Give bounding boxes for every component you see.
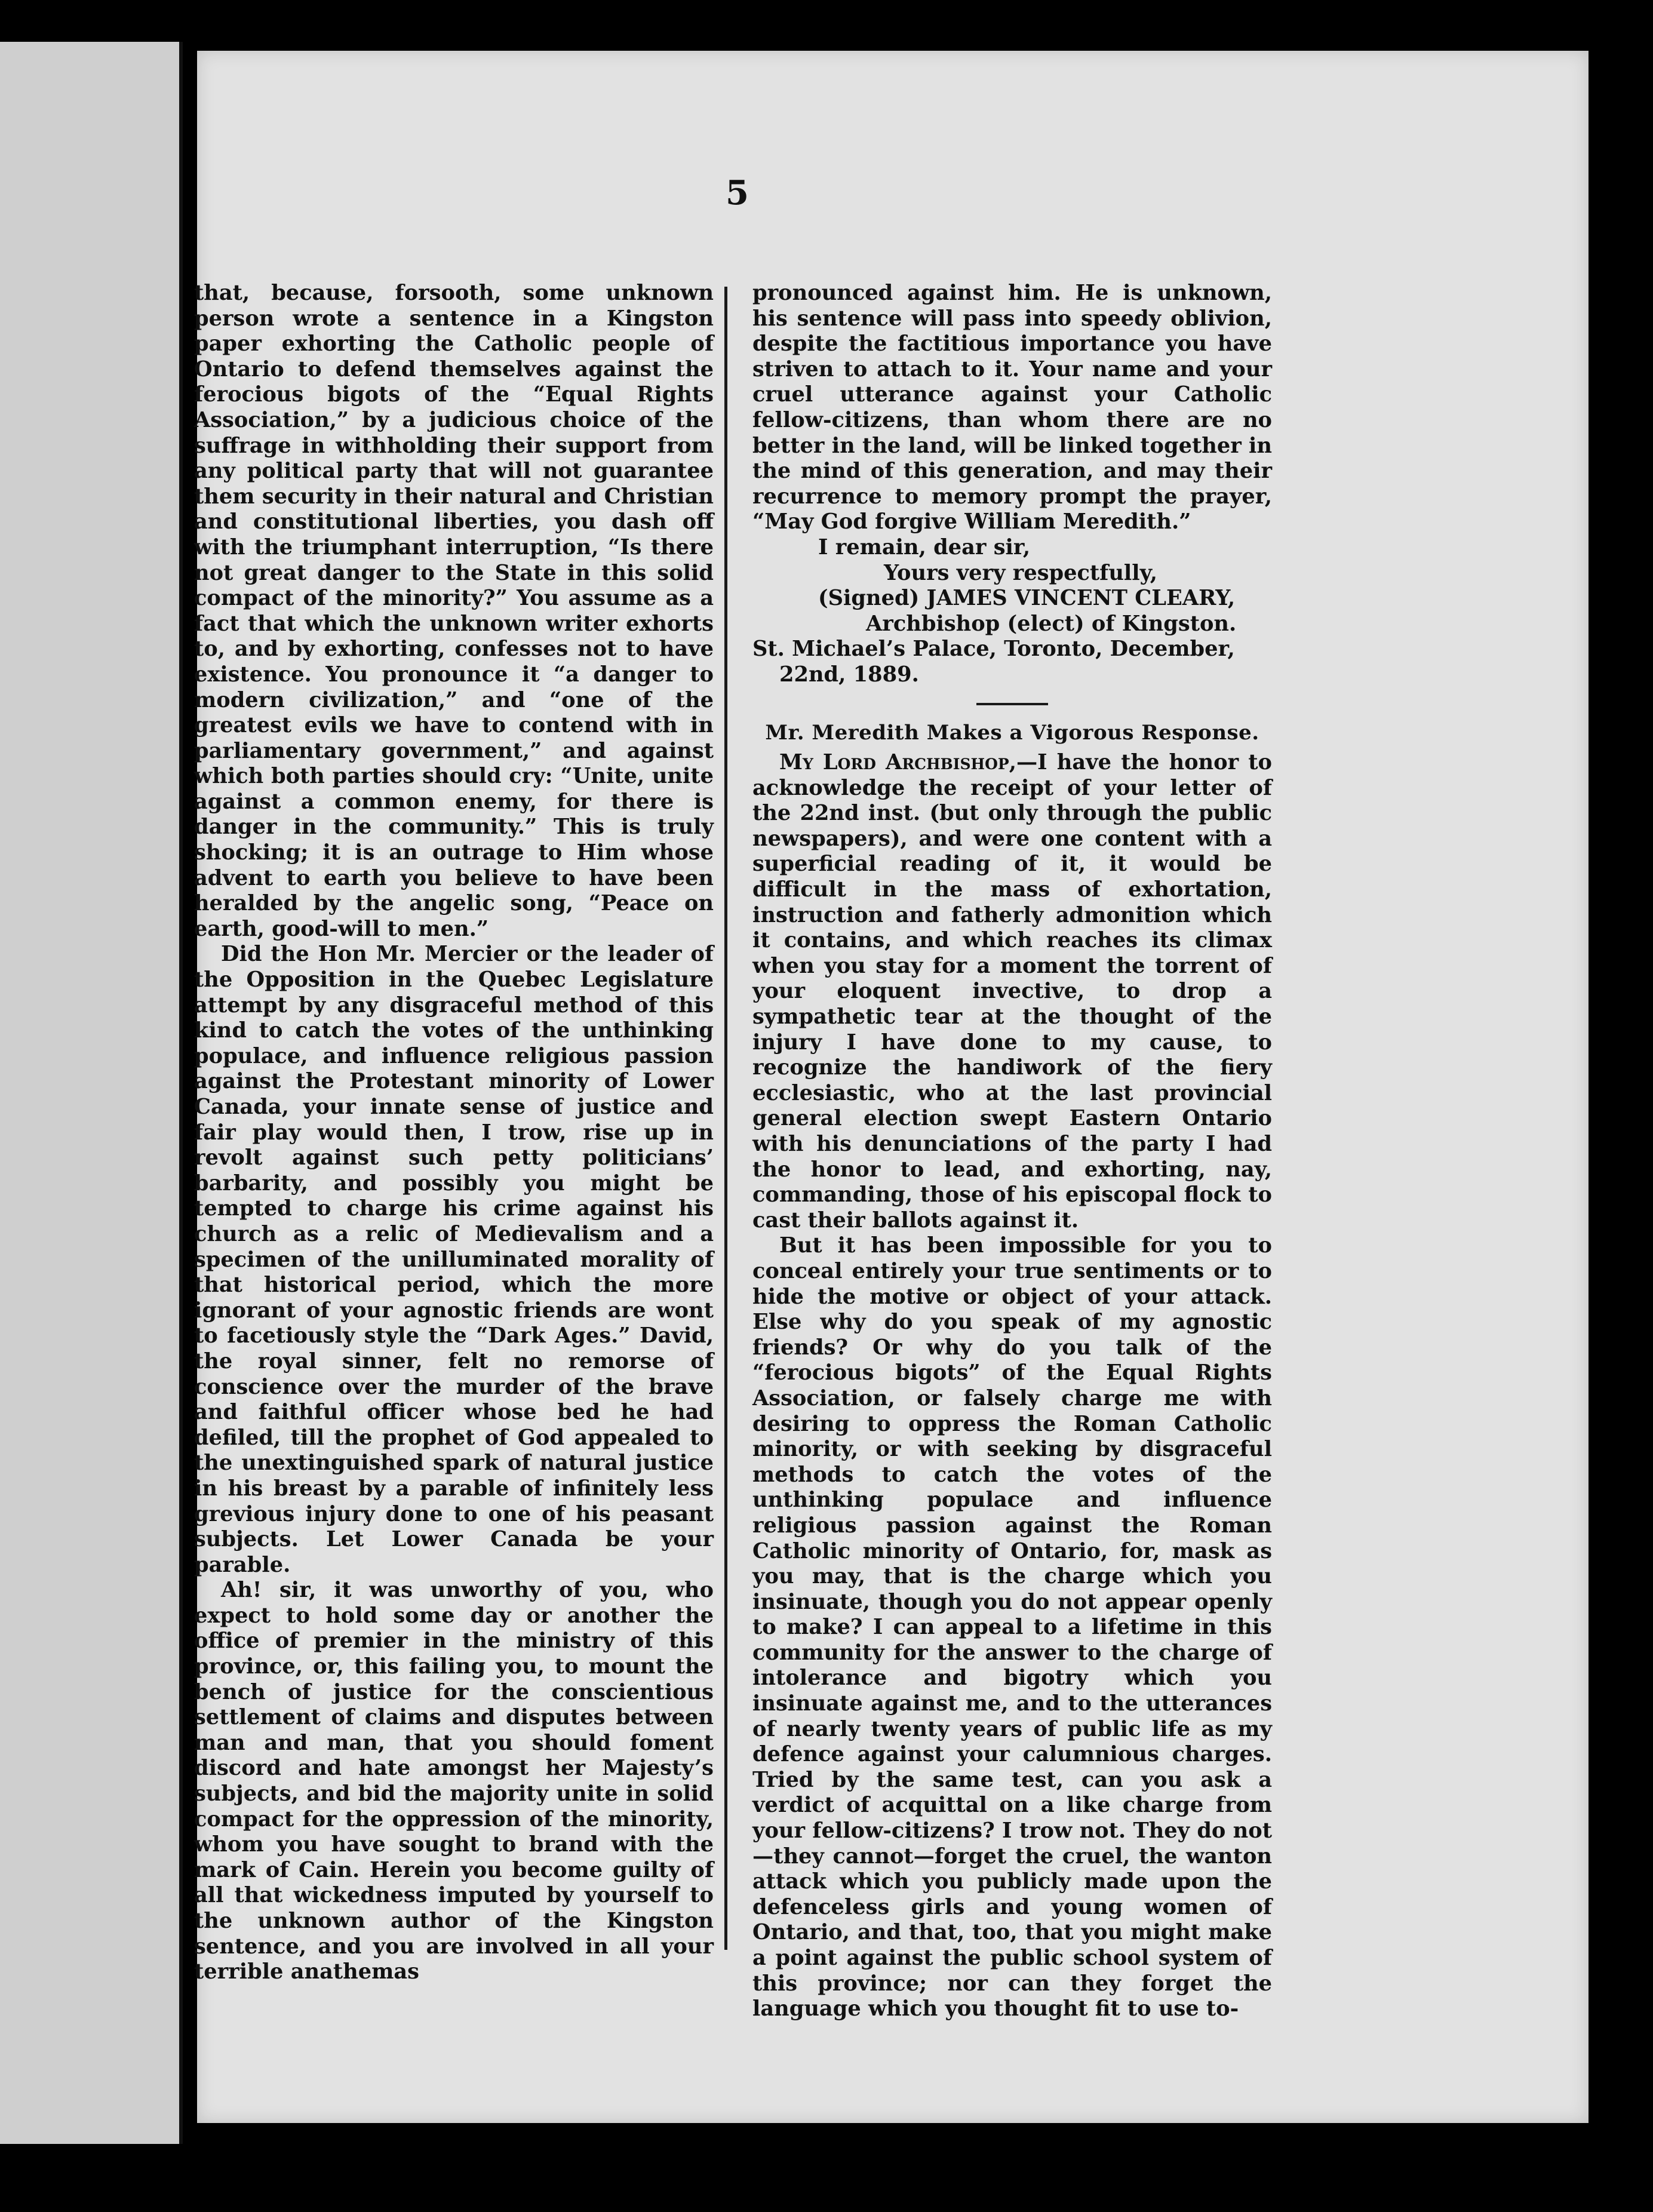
page-number: 5 xyxy=(726,173,749,213)
letter-yours: Yours very respectfully, xyxy=(884,560,1157,585)
left-paragraph-1: that, because, forsooth, some unknown person wrote a sentence in a Kingston paper exhorting the Catholic people of Ontario to defend themselves against the ferocious bigots of the “Equal Rights Association,” by a judicious choice of the suffrage in withholding their support from any political party that will not guarantee them security in their natural and Christian and constitutional liberties, you dash off with the triumphant interruption, “Is there not great danger to the State in this solid compact of the minority?” You assume as a fact that which the unknown writer exhorts to, and by exhorting, confesses not to have existence. You pronounce it “a danger to modern civilization,” and “one of the greatest evils we have to contend with in parliamentary government,” and against which both parties should cry: “Unite, unite against a common enemy, for there is danger in the community.” This is truly shocking; it is an outrage to Him whose advent to earth you believe to have been heralded by the angelic song, “Peace on earth, good-will to men.” xyxy=(194,281,714,941)
letter-signature: (Signed) JAMES VINCENT CLEARY, xyxy=(818,586,1236,611)
section-heading: Mr. Meredith Makes a Vigorous Response. xyxy=(765,720,1259,745)
previous-page-edge xyxy=(0,42,183,2144)
column-divider xyxy=(724,287,727,1950)
left-column xyxy=(194,281,714,1985)
right-paragraph-1: pronounced against him. He is unknown, his sentence will pass into speedy oblivion, despite the factitious importance you have striven to attach to it. Your name and your cruel utterance against your Catholic fellow-citizens, than whom there are no better in the land, will be linked together in the mind of this generation, and may their recurrence to memory prompt the prayer, “May God forgive William Meredith.” xyxy=(752,281,1272,534)
right-column xyxy=(752,281,1272,2022)
section-rule xyxy=(976,703,1048,705)
letter-date: 22nd, 1889. xyxy=(779,662,919,687)
right-paragraph-2-text: —I have the honor to acknowledge the receipt of your letter of the 22nd inst. (but only through the public newspapers), and were one content with a superficial reading of it, it would be difficult in the mass of exhortation, instruction and fatherly admonition which it contains, and which reaches its climax when you stay for a moment the torrent of your eloquent invective, to drop a sympathetic tear at the thought of the injury I have done to my cause, to recognize the handiwork of the fiery ecclesiastic, who at the last provincial general election swept Eastern Ontario with his denunciations of the party I had the honor to lead, and exhorting, nay, commanding, those of his episcopal flock to cast their ballots against it. xyxy=(752,750,1272,1233)
salutation: My Lord Archbishop, xyxy=(779,750,1016,775)
right-paragraph-3: But it has been impossible for you to conceal entirely your true sentiments or to hide the motive or object of your attack. Else why do you speak of my agnostic friends? Or why do you talk of the “ferocious bigots” of the Equal Rights Association, or falsely charge me with desiring to oppress the Roman Catholic minority, or with seeking by disgraceful methods to catch the votes of the unthinking populace and influence religious passion against the Roman Catholic minority of Ontario, for, mask as you may, that is the charge which you insinuate, though you do not appear openly to make? I can appeal to a lifetime in this community for the answer to the charge of intolerance and bigotry which you insinuate against me, and to the utterances of nearly twenty years of public life as my defence against your calumnious charges. Tried by the same test, can you ask a verdict of acquittal on a like charge from your fellow-citizens? I trow not. They do not—they cannot—forget the cruel, the wanton attack which you publicly made upon the defenceless girls and young women of Ontario, and that, too, that you might make a point against the public school system of this province; nor can they forget the language which you thought fit to use to- xyxy=(752,1233,1272,2021)
letter-place: St. Michael’s Palace, Toronto, December, xyxy=(752,637,1235,662)
right-paragraph-2 xyxy=(752,750,1272,1233)
letter-signer-title: Archbishop (elect) of Kingston. xyxy=(866,611,1237,636)
left-paragraph-2: Did the Hon Mr. Mercier or the leader of the Opposition in the Quebec Legislature attempt by any disgraceful method of this kind to catch the votes of the unthinking populace, and influence religious passion against the Protestant minority of Lower Canada, your innate sense of justice and fair play would then, I trow, rise up in revolt against such petty politicians’ barbarity, and possibly you might be tempted to charge his crime against his church as a relic of Medievalism and a specimen of the unilluminated morality of that historical period, which the more ignorant of your agnostic friends are wont to facetiously style the “Dark Ages.” David, the royal sinner, felt no remorse of conscience over the murder of the brave and faithful officer whose bed he had defiled, till the prophet of God appealed to the unextinguished spark of natural justice in his breast by a parable of infinitely less grevious injury done to one of his peasant subjects. Let Lower Canada be your parable. xyxy=(194,942,714,1577)
letter-closing: I remain, dear sir, xyxy=(818,534,1031,560)
left-paragraph-3: Ah! sir, it was unworthy of you, who expect to hold some day or another the office of premier in the ministry of this province, or, this failing you, to mount the bench of justice for the conscientious settlement of claims and disputes between man and man, that you should foment discord and hate amongst her Majesty’s subjects, and bid the majority unite in solid compact for the oppression of the minority, whom you have sought to brand with the mark of Cain. Herein you become guilty of all that wickedness imputed by yourself to the unknown author of the Kingston sentence, and you are involved in all your terrible anathemas xyxy=(194,1578,714,1984)
